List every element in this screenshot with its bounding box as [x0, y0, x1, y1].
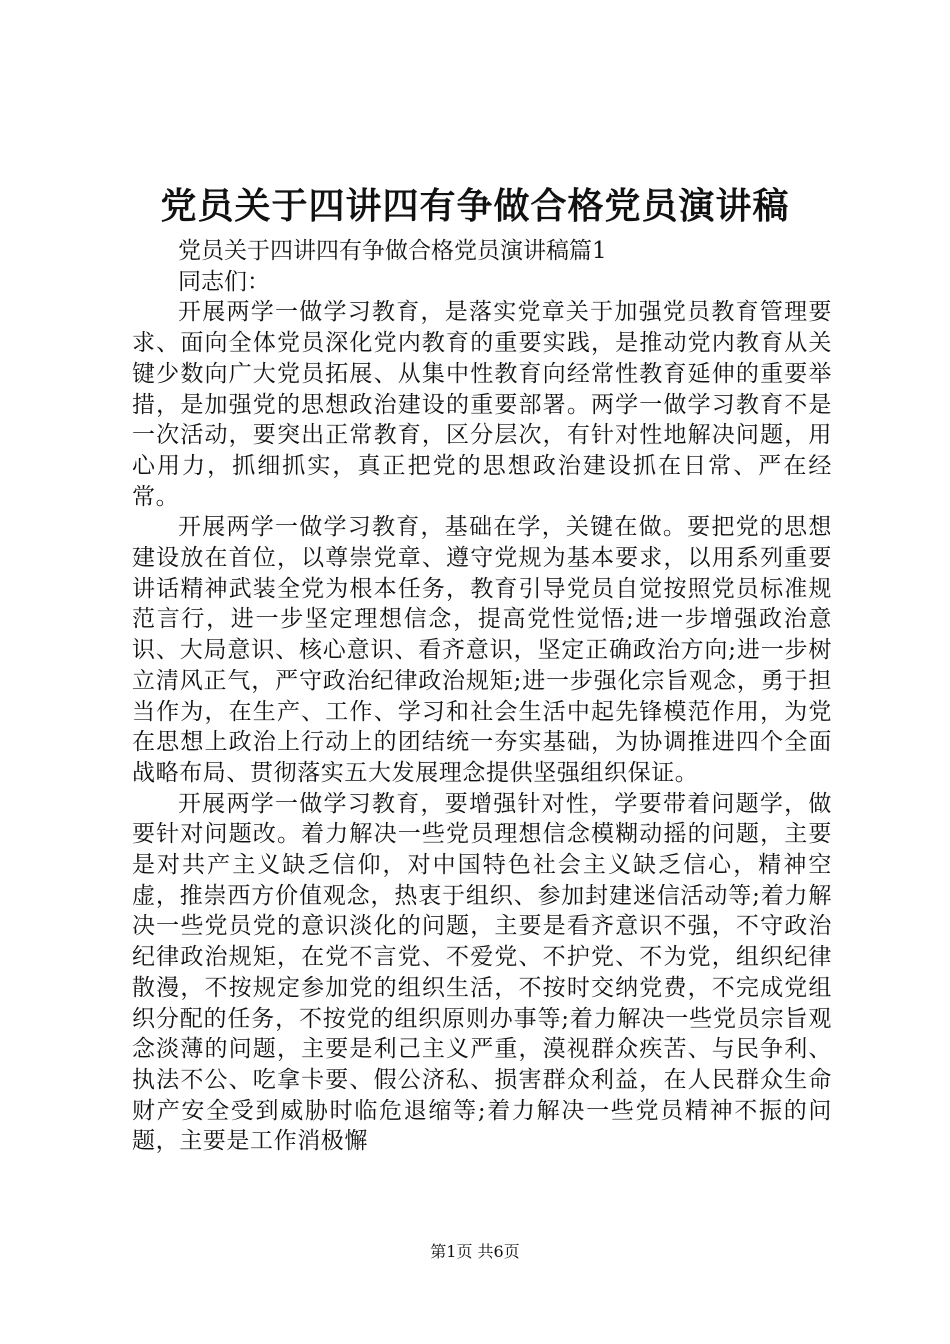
paragraph-2: 开展两学一做学习教育，基础在学，关键在做。要把党的思想建设放在首位，以尊崇党章、遵守党规为基本要求，以用系列重要讲话精神武装全党为根本任务，教育引导党员自觉按照党员标准规范言行，进一步坚定理想信念，提高党性觉悟;进一步增强政治意识、大局意识、核心意识、看齐意识，坚定正确政治方向;进一步树立清风正气，严守政治纪律政治规矩;进一步强化宗旨观念，勇于担当作为，在生产、工作、学习和社会生活中起先锋模范作用，为党在思想上政治上行动上的团结统一夯实基础，为协调推进四个全面战略布局、贯彻落实五大发展理念提供坚强组织保证。: [132, 514, 832, 786]
document-body: [132, 236, 832, 1157]
salutation: 同志们：: [178, 268, 270, 295]
page-footer: 第1页 共6页: [430, 1242, 520, 1261]
document-title: 党员关于四讲四有争做合格党员演讲稿: [160, 185, 790, 227]
paragraph-3: 开展两学一做学习教育，要增强针对性，学要带着问题学，做要针对问题改。着力解决一些党员理想信念模糊动摇的问题，主要是对共产主义缺乏信仰，对中国特色社会主义缺乏信心，精神空虚，推崇西方价值观念，热衷于组织、参加封建迷信活动等;着力解决一些党员党的意识淡化的问题，主要是看齐意识不强，不守政治纪律政治规矩，在党不言党、不爱党、不护党、不为党，组织纪律散漫，不按规定参加党的组织生活，不按时交纳党费，不完成党组织分配的任务，不按党的组织原则办事等;着力解决一些党员宗旨观念淡薄的问题，主要是利己主义严重，漠视群众疾苦、与民争利、执法不公、吃拿卡要、假公济私、损害群众利益，在人民群众生命财产安全受到威胁时临危退缩等;着力解决一些党员精神不振的问题，主要是工作消极懈: [132, 790, 832, 1155]
document-subtitle: 党员关于四讲四有争做合格党员演讲稿篇1: [178, 238, 607, 264]
paragraph-1: 开展两学一做学习教育，是落实党章关于加强党员教育管理要求、面向全体党员深化党内教育的重要实践，是推动党内教育从关键少数向广大党员拓展、从集中性教育向经常性教育延伸的重要举措，是加强党的思想政治建设的重要部署。两学一做学习教育不是一次活动，要突出正常教育，区分层次，有针对性地解决问题，用心用力，抓细抓实，真正把党的思想政治建设抓在日常、严在经常。: [132, 299, 832, 510]
